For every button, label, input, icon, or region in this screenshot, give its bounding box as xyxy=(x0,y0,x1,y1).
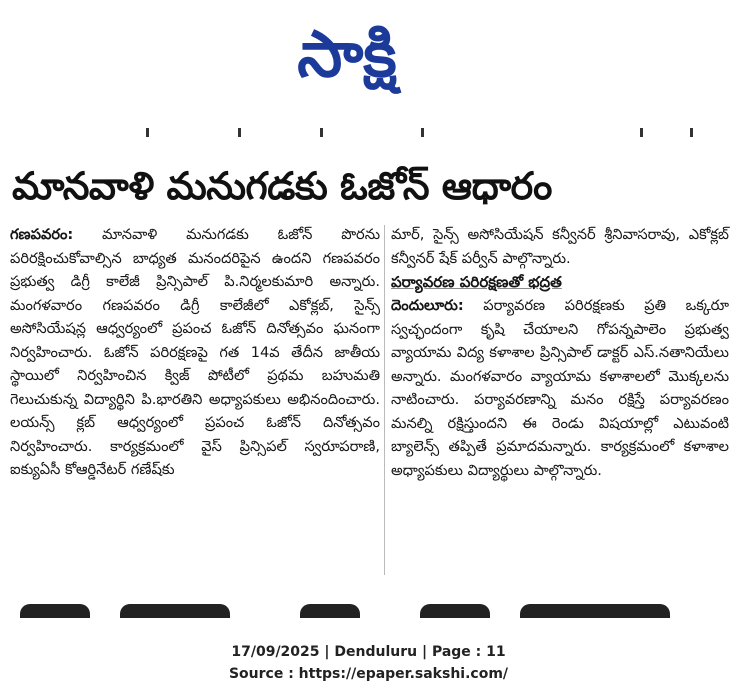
left-paragraph xyxy=(10,223,380,482)
dateline-ganapavaram: గణపవరం: xyxy=(10,226,74,243)
clipping-edge-marks xyxy=(0,128,737,142)
sakshi-logo xyxy=(250,10,445,96)
right-body-text: పర్యావరణ పరిరక్షణకు ప్రతి ఒక్కరూ స్వచ్ఛందంగా కృషి చేయాలని గోపన్నపాలెం ప్రభుత్వ వ్యాయామ విద్య కళాశాల ప్రిన్సిపాల్ డాక్టర్ ఎస్.నతానియేలు అన్నారు. మంగళవారం వ్యాయామ కళాశాలలో మొక్కలను నాటించారు. పర్యావరణాన్ని మనం రక్షిస్తే పర్యావరణం మనల్ని రక్షిస్తుందని ఈ రెండు విషయాల్లో ఎటువంటి బ్యాలెన్స్ తప్పితే ప్రమాదమన్నారు. కార్యక్రమంలో కళాశాల అధ్యాపకులు విద్యార్థులు పాల్గొన్నారు. xyxy=(391,297,730,479)
article-left-column xyxy=(10,223,380,482)
column-divider xyxy=(384,225,385,575)
article-headline: మానవాళి మనుగడకు ఓజోన్ ఆధారం xyxy=(12,164,552,208)
svg-text:సాక్షి: సాక్షి xyxy=(297,18,397,92)
left-body-text: మానవాళి మనుగడకు ఓజోన్ పొరను పరిరక్షించుకోవాల్సిన బాధ్యత మనందరిపైన ఉందని గణపవరం ప్రభుత్వ డిగ్రీ కాలేజీ ప్రిన్సిపాల్ పి.నిర్మలకుమారి అన్నారు. మంగళవారం గణపవరం డిగ్రీ కాలేజీలో ఎకోక్లబ్, సైన్స్ అసోసియేషన్ల ఆధ్వర్యంలో ప్రపంచ ఓజోన్ దినోత్సవం ఘనంగా నిర్వహించారు. ఓజోన్ పరిరక్షణపై గత 14వ తేదీన జాతీయ స్థాయిలో నిర్వహించిన క్విజ్ పోటీలో ప్రథమ బహుమతి గెలుచుకున్న విద్యార్థిని పి.భారతిని అధ్యాపకులు అభినందించారు. లయన్స్ క్లబ్ ఆధ్వర్యంలో ప్రపంచ ఓజోన్ దినోత్సవం నిర్వహించారు. కార్యక్రమంలో వైస్ ప్రిన్సిపల్ స్వరూపరాణి, ఐక్యుఏసీ కోఆర్డినేటర్ గణేష్‌కు xyxy=(10,226,381,478)
cropped-next-headline xyxy=(0,598,737,618)
sub-headline: పర్యావరణ పరిరక్షణతో భద్రత xyxy=(391,273,562,291)
right-paragraph xyxy=(391,294,729,482)
clipping-footer xyxy=(0,641,737,685)
footer-source-line: Source : https://epaper.sakshi.com/ xyxy=(228,666,509,682)
footer-date-line: 17/09/2025 | Denduluru | Page : 11 xyxy=(231,644,506,660)
right-continued-text: మార్, సైన్స్ అసోసియేషన్ కన్వీనర్ శ్రీనివాసరావు, ఎకోక్లబ్ కన్వీనర్ షేక్ పర్వీన్ పాల్గొన్నారు. xyxy=(391,226,729,267)
article-right-column xyxy=(391,223,729,482)
dateline-denduluru: దెందులూరు: xyxy=(391,297,464,314)
